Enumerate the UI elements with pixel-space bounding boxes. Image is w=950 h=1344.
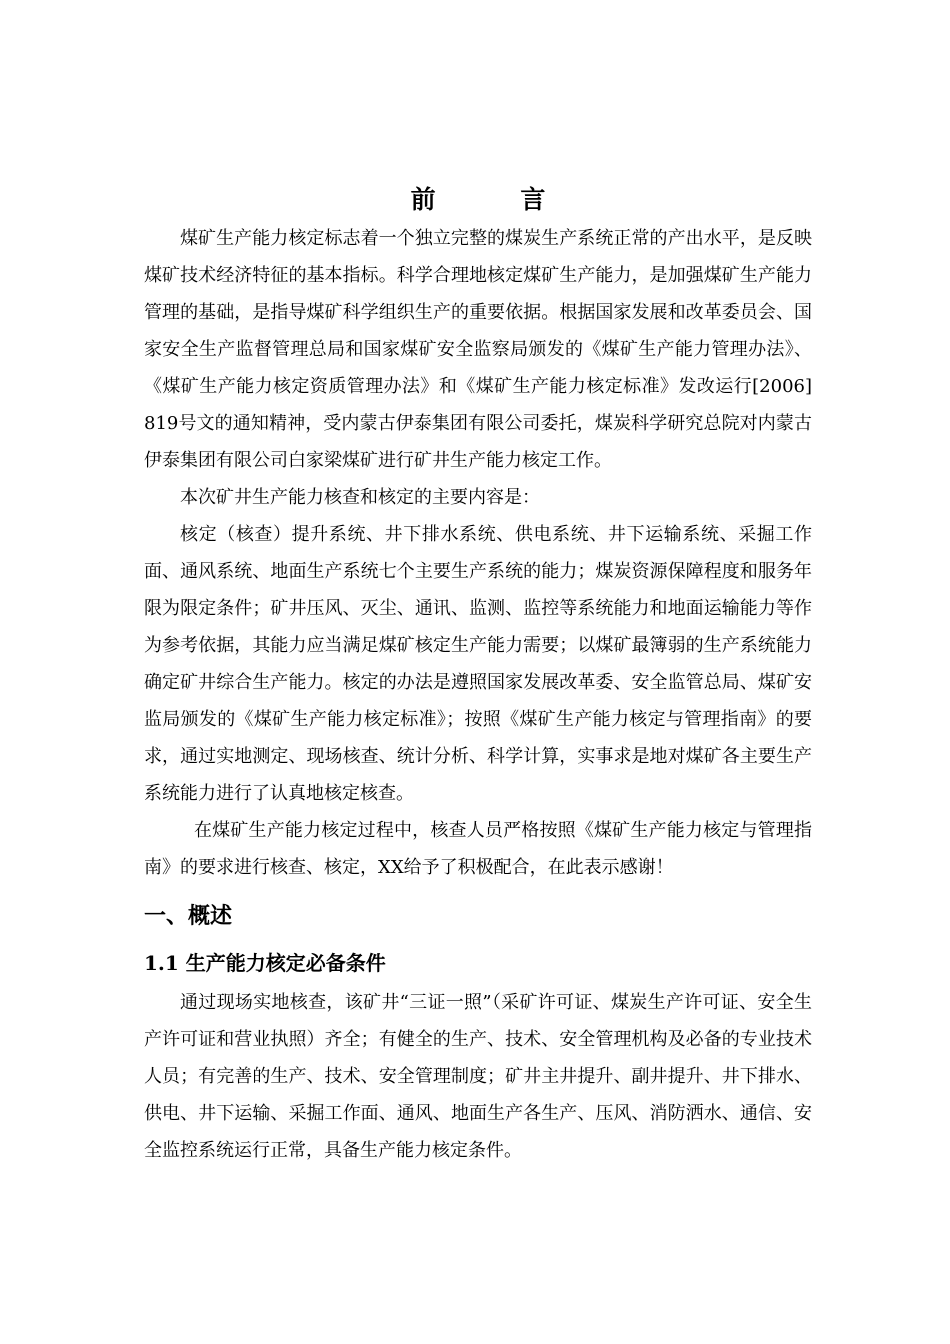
preface-paragraph-2: 本次矿井生产能力核查和核定的主要内容是： xyxy=(180,487,540,508)
preface-paragraph-1: 煤矿生产能力核定标志着一个独立完整的煤炭生产系统正常的产出水平，是反映煤矿技术经济特征的基本指标。科学合理地核定煤矿生产能力，是加强煤矿生产能力管理的基础，是指导煤矿科学组织生产的重要依据。根据国家发展和改革委员会、国家安全生产监督管理总局和国家煤矿安全监察局颁发的《煤矿生产能力管理办法》、《煤矿生产能力核定资质管理办法》和《煤矿生产能力核定标准》发改运行[2006] 819号文的通知精神，受内蒙古伊泰集团有限公司委托，煤炭科学研究总院对内蒙古伊泰集团有限公司白家梁煤矿进行矿井生产能力核定工作。 xyxy=(144,228,812,471)
subsection-paragraph: 通过现场实地核查，该矿井“三证一照”（采矿许可证、煤炭生产许可证、安全生产许可证和营业执照）齐全；有健全的生产、技术、安全管理机构及必备的专业技术人员；有完善的生产、技术、安全管理制度；矿井主井提升、副井提升、井下排水、供电、井下运输、采掘工作面、通风、地面生产各生产、压风、消防洒水、通信、安全监控系统运行正常，具备生产能力核定条件。 xyxy=(144,992,812,1161)
preface-paragraph-3: 核定（核查）提升系统、井下排水系统、供电系统、井下运输系统、采掘工作面、通风系统、地面生产系统七个主要生产系统的能力；煤炭资源保障程度和服务年限为限定条件；矿井压风、灭尘、通讯、监测、监控等系统能力和地面运输能力等作为参考依据，其能力应当满足煤矿核定生产能力需要；以煤矿最簿弱的生产系统能力确定矿井综合生产能力。核定的办法是遵照国家发展改革委、安全监管总局、煤矿安监局颁发的《煤矿生产能力核定标准》；按照《煤矿生产能力核定与管理指南》的要求，通过实地测定、现场核查、统计分析、科学计算，实事求是地对煤矿各主要生产系统能力进行了认真地核定核查。 xyxy=(144,524,812,804)
section-heading-overview: 一、概述 xyxy=(144,903,233,929)
page-content xyxy=(144,180,812,1169)
preface-title: 前 言 xyxy=(410,185,584,214)
subsection-heading-conditions: 1.1 生产能力核定必备条件 xyxy=(144,951,386,975)
preface-paragraph-4: 在煤矿生产能力核定过程中，核查人员严格按照《煤矿生产能力核定与管理指南》的要求进行核查、核定，XX给予了积极配合，在此表示感谢！ xyxy=(144,820,812,878)
